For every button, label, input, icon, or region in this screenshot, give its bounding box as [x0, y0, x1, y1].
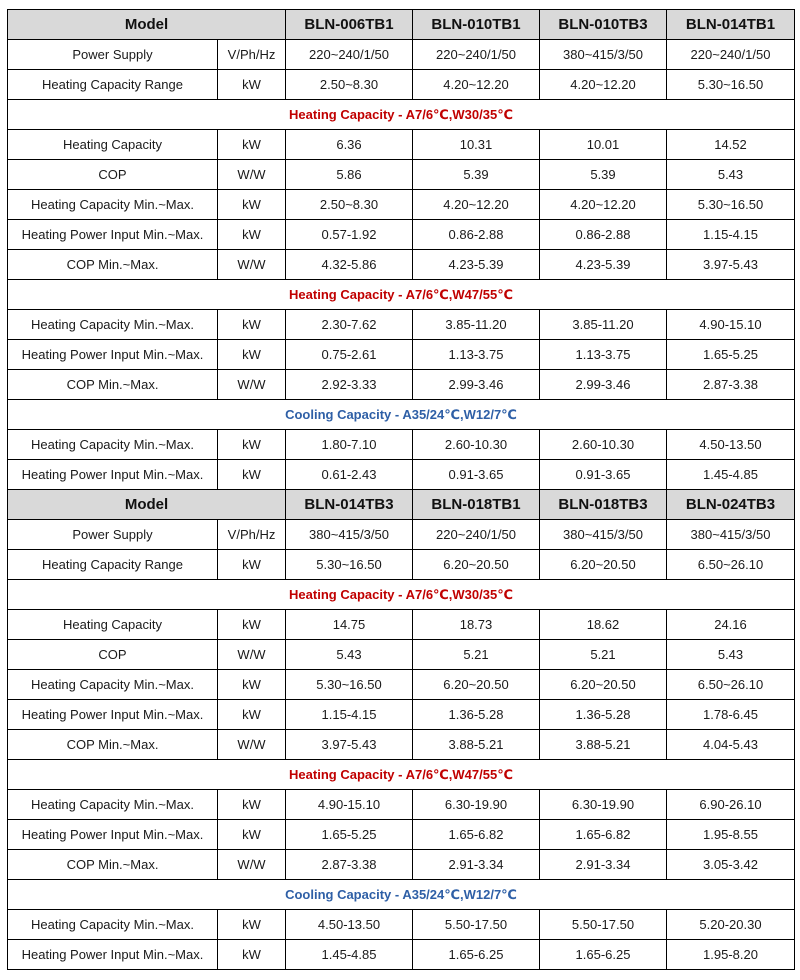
model-header-label: Model [8, 490, 286, 520]
spec-value: 3.88-5.21 [540, 730, 667, 760]
spec-value: 2.99-3.46 [540, 370, 667, 400]
spec-unit: kW [218, 790, 286, 820]
section-title: Heating Capacity - A7/6℃,W30/35℃ [8, 100, 795, 130]
spec-label: Heating Power Input Min.~Max. [8, 460, 218, 490]
model-header-row [8, 10, 795, 40]
spec-value: 4.90-15.10 [667, 310, 795, 340]
spec-value: 4.20~12.20 [413, 190, 540, 220]
spec-label: COP Min.~Max. [8, 250, 218, 280]
spec-value: 1.80-7.10 [286, 430, 413, 460]
spec-value: 1.95-8.20 [667, 940, 795, 970]
spec-value: 4.32-5.86 [286, 250, 413, 280]
spec-value: 0.86-2.88 [413, 220, 540, 250]
spec-row [8, 190, 795, 220]
section-title: Heating Capacity - A7/6℃,W47/55℃ [8, 760, 795, 790]
spec-value: 2.91-3.34 [413, 850, 540, 880]
spec-value: 2.50~8.30 [286, 70, 413, 100]
spec-value: 220~240/1/50 [667, 40, 795, 70]
model-name: BLN-018TB1 [413, 490, 540, 520]
spec-value: 220~240/1/50 [413, 40, 540, 70]
spec-value: 1.65-6.82 [413, 820, 540, 850]
section-header-row [8, 280, 795, 310]
spec-unit: W/W [218, 850, 286, 880]
spec-value: 220~240/1/50 [413, 520, 540, 550]
spec-row [8, 940, 795, 970]
spec-value: 1.15-4.15 [286, 700, 413, 730]
spec-value: 2.50~8.30 [286, 190, 413, 220]
spec-value: 18.62 [540, 610, 667, 640]
section-header-row [8, 880, 795, 910]
spec-row [8, 700, 795, 730]
model-name: BLN-018TB3 [540, 490, 667, 520]
spec-unit: V/Ph/Hz [218, 520, 286, 550]
spec-unit: W/W [218, 640, 286, 670]
spec-value: 6.20~20.50 [413, 550, 540, 580]
spec-row [8, 130, 795, 160]
spec-value: 1.65-5.25 [667, 340, 795, 370]
model-header-row [8, 490, 795, 520]
spec-value: 24.16 [667, 610, 795, 640]
spec-row [8, 550, 795, 580]
spec-row [8, 670, 795, 700]
spec-value: 0.57-1.92 [286, 220, 413, 250]
spec-value: 1.36-5.28 [413, 700, 540, 730]
spec-label: Heating Capacity Min.~Max. [8, 190, 218, 220]
spec-value: 0.75-2.61 [286, 340, 413, 370]
spec-label: COP [8, 160, 218, 190]
spec-value: 6.20~20.50 [413, 670, 540, 700]
spec-label: Power Supply [8, 520, 218, 550]
spec-value: 5.30~16.50 [667, 70, 795, 100]
spec-row [8, 520, 795, 550]
spec-value: 5.50-17.50 [413, 910, 540, 940]
spec-row [8, 160, 795, 190]
model-name: BLN-014TB3 [286, 490, 413, 520]
spec-value: 6.20~20.50 [540, 550, 667, 580]
spec-value: 2.60-10.30 [540, 430, 667, 460]
spec-value: 10.31 [413, 130, 540, 160]
spec-label: Heating Capacity Min.~Max. [8, 430, 218, 460]
spec-value: 5.20-20.30 [667, 910, 795, 940]
spec-label: Heating Capacity Range [8, 70, 218, 100]
model-header-label: Model [8, 10, 286, 40]
spec-value: 5.21 [413, 640, 540, 670]
spec-value: 14.52 [667, 130, 795, 160]
spec-value: 2.91-3.34 [540, 850, 667, 880]
spec-unit: kW [218, 700, 286, 730]
spec-value: 5.21 [540, 640, 667, 670]
spec-value: 5.43 [667, 640, 795, 670]
spec-value: 6.50~26.10 [667, 550, 795, 580]
spec-label: Heating Capacity [8, 130, 218, 160]
section-title: Heating Capacity - A7/6℃,W30/35℃ [8, 580, 795, 610]
spec-label: Power Supply [8, 40, 218, 70]
spec-value: 0.91-3.65 [413, 460, 540, 490]
spec-value: 6.36 [286, 130, 413, 160]
spec-row [8, 370, 795, 400]
spec-label: Heating Power Input Min.~Max. [8, 700, 218, 730]
spec-value: 6.30-19.90 [540, 790, 667, 820]
spec-row [8, 640, 795, 670]
spec-value: 2.99-3.46 [413, 370, 540, 400]
model-name: BLN-024TB3 [667, 490, 795, 520]
spec-value: 4.20~12.20 [540, 190, 667, 220]
spec-row [8, 850, 795, 880]
spec-value: 1.95-8.55 [667, 820, 795, 850]
spec-label: Heating Capacity Range [8, 550, 218, 580]
spec-value: 220~240/1/50 [286, 40, 413, 70]
spec-table-body [8, 10, 795, 970]
spec-value: 2.30-7.62 [286, 310, 413, 340]
model-name: BLN-014TB1 [667, 10, 795, 40]
spec-table [7, 9, 795, 970]
spec-label: COP Min.~Max. [8, 370, 218, 400]
spec-unit: W/W [218, 370, 286, 400]
spec-row [8, 820, 795, 850]
spec-value: 380~415/3/50 [667, 520, 795, 550]
spec-value: 6.90-26.10 [667, 790, 795, 820]
spec-unit: kW [218, 340, 286, 370]
spec-value: 0.91-3.65 [540, 460, 667, 490]
spec-row [8, 310, 795, 340]
spec-unit: W/W [218, 730, 286, 760]
spec-value: 1.15-4.15 [667, 220, 795, 250]
spec-value: 18.73 [413, 610, 540, 640]
spec-value: 5.43 [286, 640, 413, 670]
spec-value: 4.20~12.20 [540, 70, 667, 100]
spec-value: 4.90-15.10 [286, 790, 413, 820]
spec-unit: kW [218, 70, 286, 100]
spec-value: 5.50-17.50 [540, 910, 667, 940]
spec-value: 2.87-3.38 [667, 370, 795, 400]
spec-label: COP [8, 640, 218, 670]
section-header-row [8, 400, 795, 430]
spec-value: 1.65-6.25 [413, 940, 540, 970]
spec-value: 4.23-5.39 [413, 250, 540, 280]
spec-value: 1.13-3.75 [540, 340, 667, 370]
spec-unit: kW [218, 610, 286, 640]
model-name: BLN-010TB3 [540, 10, 667, 40]
spec-value: 2.92-3.33 [286, 370, 413, 400]
spec-label: Heating Power Input Min.~Max. [8, 940, 218, 970]
spec-value: 380~415/3/50 [286, 520, 413, 550]
spec-unit: V/Ph/Hz [218, 40, 286, 70]
spec-row [8, 40, 795, 70]
section-header-row [8, 580, 795, 610]
spec-value: 6.50~26.10 [667, 670, 795, 700]
spec-value: 5.30~16.50 [286, 670, 413, 700]
spec-row [8, 250, 795, 280]
spec-value: 380~415/3/50 [540, 520, 667, 550]
spec-value: 5.39 [413, 160, 540, 190]
spec-label: Heating Power Input Min.~Max. [8, 340, 218, 370]
spec-value: 1.45-4.85 [667, 460, 795, 490]
spec-value: 4.23-5.39 [540, 250, 667, 280]
spec-value: 3.05-3.42 [667, 850, 795, 880]
spec-row [8, 790, 795, 820]
spec-row [8, 220, 795, 250]
spec-unit: kW [218, 670, 286, 700]
spec-value: 3.85-11.20 [540, 310, 667, 340]
spec-unit: kW [218, 220, 286, 250]
spec-value: 4.20~12.20 [413, 70, 540, 100]
spec-row [8, 730, 795, 760]
spec-label: Heating Power Input Min.~Max. [8, 220, 218, 250]
spec-value: 6.30-19.90 [413, 790, 540, 820]
spec-value: 5.30~16.50 [667, 190, 795, 220]
spec-value: 4.50-13.50 [286, 910, 413, 940]
spec-value: 10.01 [540, 130, 667, 160]
spec-row [8, 340, 795, 370]
spec-value: 0.61-2.43 [286, 460, 413, 490]
spec-unit: kW [218, 430, 286, 460]
section-header-row [8, 100, 795, 130]
spec-value: 3.88-5.21 [413, 730, 540, 760]
spec-label: Heating Power Input Min.~Max. [8, 820, 218, 850]
spec-value: 0.86-2.88 [540, 220, 667, 250]
spec-value: 1.65-6.25 [540, 940, 667, 970]
spec-label: Heating Capacity [8, 610, 218, 640]
spec-label: Heating Capacity Min.~Max. [8, 910, 218, 940]
model-name: BLN-006TB1 [286, 10, 413, 40]
spec-value: 3.85-11.20 [413, 310, 540, 340]
spec-value: 1.36-5.28 [540, 700, 667, 730]
section-title: Cooling Capacity - A35/24℃,W12/7℃ [8, 400, 795, 430]
spec-row [8, 910, 795, 940]
spec-row [8, 70, 795, 100]
spec-unit: kW [218, 190, 286, 220]
spec-value: 3.97-5.43 [286, 730, 413, 760]
spec-value: 5.39 [540, 160, 667, 190]
spec-value: 6.20~20.50 [540, 670, 667, 700]
spec-value: 1.65-6.82 [540, 820, 667, 850]
spec-value: 2.87-3.38 [286, 850, 413, 880]
spec-row [8, 460, 795, 490]
spec-value: 3.97-5.43 [667, 250, 795, 280]
spec-label: Heating Capacity Min.~Max. [8, 310, 218, 340]
spec-value: 5.30~16.50 [286, 550, 413, 580]
section-header-row [8, 760, 795, 790]
spec-value: 4.04-5.43 [667, 730, 795, 760]
spec-unit: kW [218, 820, 286, 850]
spec-value: 1.45-4.85 [286, 940, 413, 970]
section-title: Cooling Capacity - A35/24℃,W12/7℃ [8, 880, 795, 910]
spec-unit: W/W [218, 160, 286, 190]
spec-unit: kW [218, 130, 286, 160]
spec-label: Heating Capacity Min.~Max. [8, 670, 218, 700]
spec-value: 14.75 [286, 610, 413, 640]
spec-value: 1.65-5.25 [286, 820, 413, 850]
spec-unit: kW [218, 550, 286, 580]
spec-value: 5.86 [286, 160, 413, 190]
spec-value: 380~415/3/50 [540, 40, 667, 70]
spec-label: Heating Capacity Min.~Max. [8, 790, 218, 820]
spec-unit: kW [218, 310, 286, 340]
spec-row [8, 610, 795, 640]
model-name: BLN-010TB1 [413, 10, 540, 40]
spec-value: 1.78-6.45 [667, 700, 795, 730]
spec-row [8, 430, 795, 460]
spec-unit: W/W [218, 250, 286, 280]
spec-value: 4.50-13.50 [667, 430, 795, 460]
spec-unit: kW [218, 910, 286, 940]
section-title: Heating Capacity - A7/6℃,W47/55℃ [8, 280, 795, 310]
spec-value: 1.13-3.75 [413, 340, 540, 370]
spec-label: COP Min.~Max. [8, 850, 218, 880]
spec-unit: kW [218, 940, 286, 970]
spec-label: COP Min.~Max. [8, 730, 218, 760]
spec-unit: kW [218, 460, 286, 490]
spec-value: 2.60-10.30 [413, 430, 540, 460]
spec-value: 5.43 [667, 160, 795, 190]
